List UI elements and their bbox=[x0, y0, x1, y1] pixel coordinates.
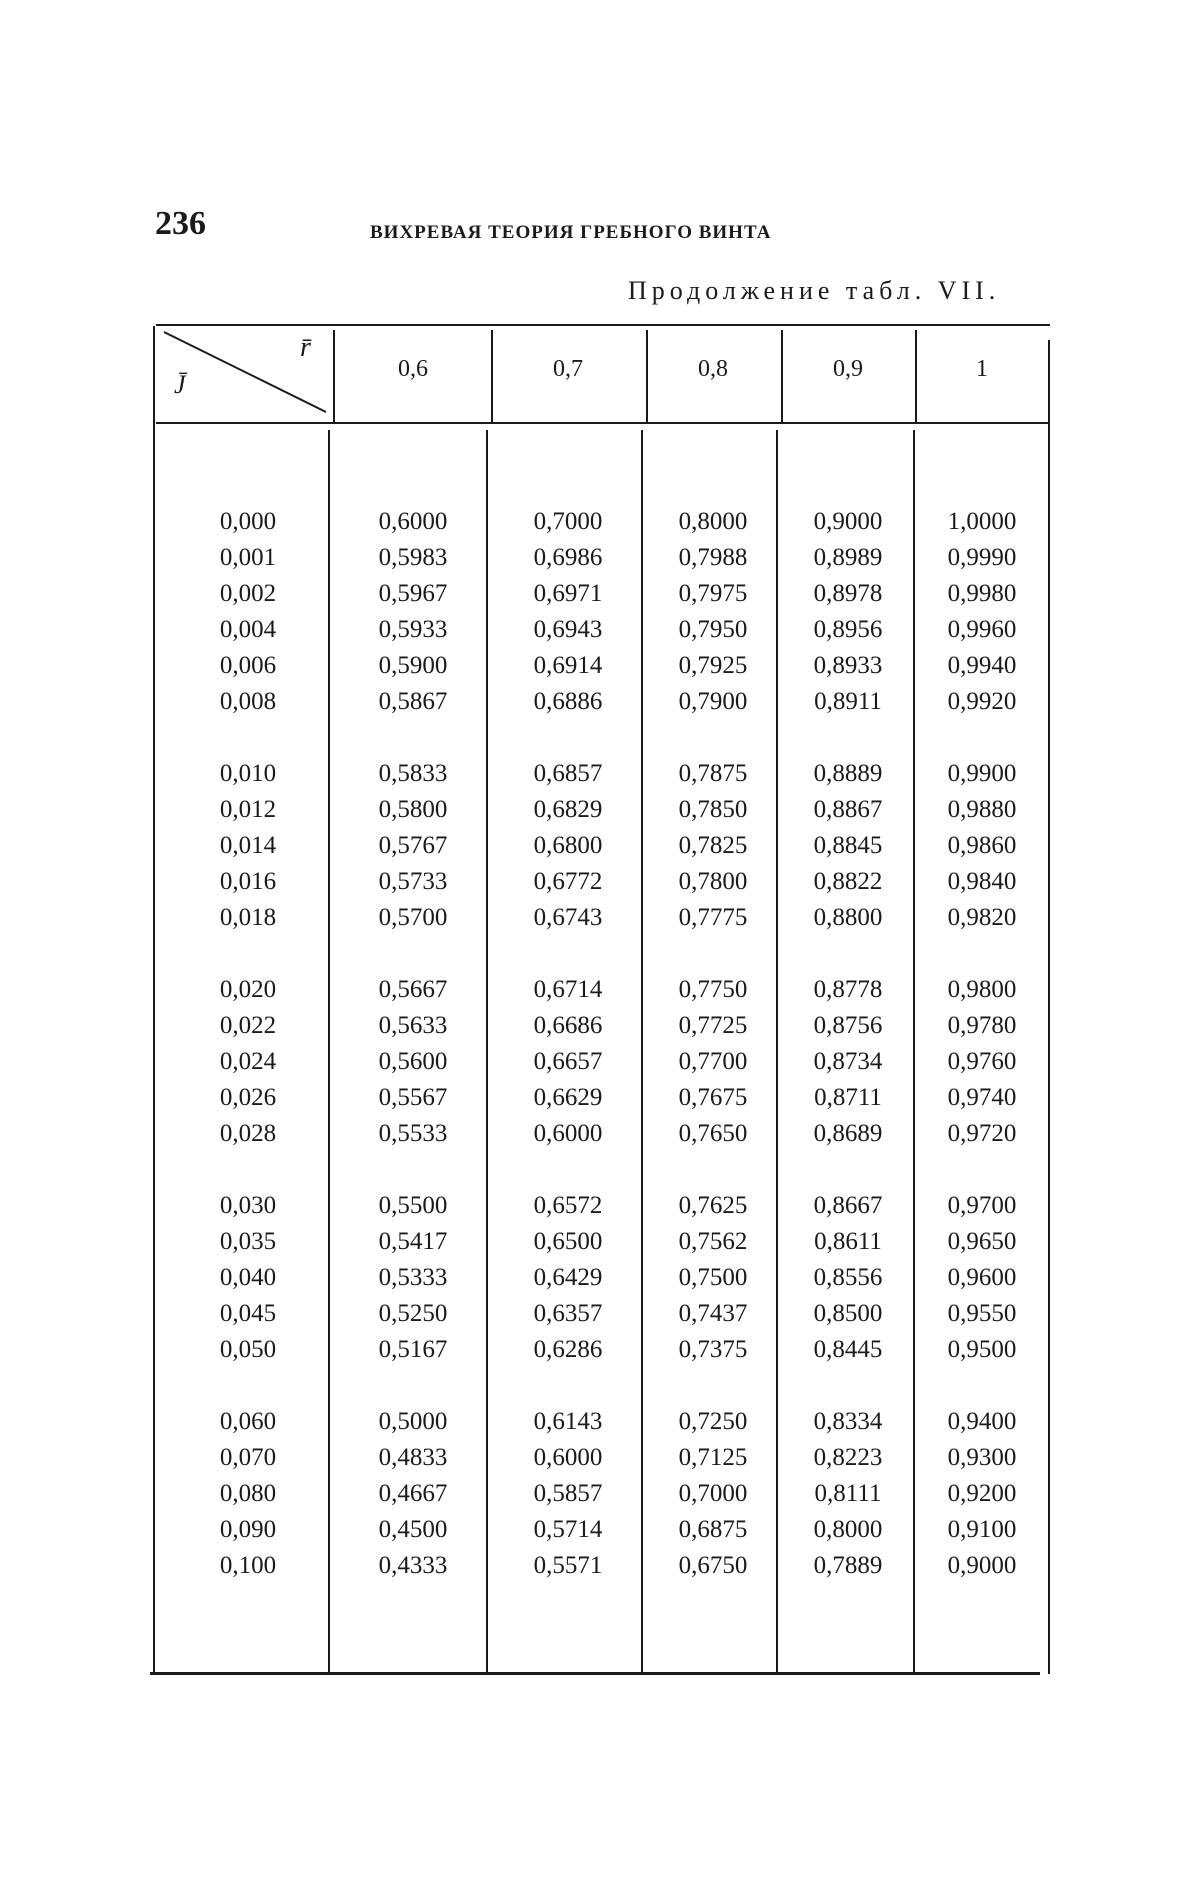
value-cell: 0,6986 bbox=[533, 544, 603, 571]
value-cell: 0,6286 bbox=[533, 1336, 603, 1363]
value-cell: 0,6914 bbox=[533, 652, 603, 679]
value-cell: 0,8889 bbox=[813, 760, 883, 787]
value-cell: 0,9000 bbox=[813, 508, 883, 535]
table-row bbox=[0, 796, 1200, 832]
value-cell: 0,5167 bbox=[378, 1336, 448, 1363]
table-continuation-caption: Продолжение табл. VII. bbox=[628, 276, 1001, 305]
value-cell: 0,7500 bbox=[678, 1264, 748, 1291]
value-cell: 0,5333 bbox=[378, 1264, 448, 1291]
row-label-cell: 0,030 bbox=[219, 1192, 277, 1219]
value-cell: 0,6143 bbox=[533, 1408, 603, 1435]
value-cell: 0,9100 bbox=[947, 1516, 1017, 1543]
table-row bbox=[0, 508, 1200, 544]
table-row bbox=[0, 1336, 1200, 1372]
value-cell: 0,5600 bbox=[378, 1048, 448, 1075]
value-cell: 0,9860 bbox=[947, 832, 1017, 859]
value-cell: 0,7825 bbox=[678, 832, 748, 859]
row-label-cell: 0,045 bbox=[219, 1300, 277, 1327]
value-cell: 0,7000 bbox=[678, 1480, 748, 1507]
table-row bbox=[0, 616, 1200, 652]
value-cell: 0,7988 bbox=[678, 544, 748, 571]
value-cell: 0,6000 bbox=[533, 1444, 603, 1471]
value-cell: 0,5700 bbox=[378, 904, 448, 931]
value-cell: 0,8689 bbox=[813, 1120, 883, 1147]
column-header: 0,6 bbox=[398, 356, 428, 382]
value-cell: 0,8000 bbox=[813, 1516, 883, 1543]
table-row bbox=[0, 868, 1200, 904]
bottom-rule bbox=[150, 1672, 1040, 1675]
value-cell: 0,9720 bbox=[947, 1120, 1017, 1147]
value-cell: 0,5533 bbox=[378, 1120, 448, 1147]
value-cell: 0,5800 bbox=[378, 796, 448, 823]
value-cell: 0,8989 bbox=[813, 544, 883, 571]
row-label-cell: 0,004 bbox=[219, 616, 277, 643]
value-cell: 0,7800 bbox=[678, 868, 748, 895]
value-cell: 0,8445 bbox=[813, 1336, 883, 1363]
value-cell: 0,4833 bbox=[378, 1444, 448, 1471]
table-row bbox=[0, 1480, 1200, 1516]
value-cell: 0,9760 bbox=[947, 1048, 1017, 1075]
value-cell: 0,4500 bbox=[378, 1516, 448, 1543]
value-cell: 0,5567 bbox=[378, 1084, 448, 1111]
value-cell: 0,5857 bbox=[533, 1480, 603, 1507]
value-cell: 0,9400 bbox=[947, 1408, 1017, 1435]
value-cell: 0,9940 bbox=[947, 652, 1017, 679]
row-variable-symbol: J̄ bbox=[174, 370, 186, 399]
value-cell: 0,7125 bbox=[678, 1444, 748, 1471]
value-cell: 0,8734 bbox=[813, 1048, 883, 1075]
value-cell: 0,5633 bbox=[378, 1012, 448, 1039]
table-row bbox=[0, 1552, 1200, 1588]
corner-header-cell bbox=[160, 328, 330, 414]
value-cell: 0,8778 bbox=[813, 976, 883, 1003]
value-cell: 0,6000 bbox=[378, 508, 448, 535]
value-cell: 0,5867 bbox=[378, 688, 448, 715]
value-cell: 0,7437 bbox=[678, 1300, 748, 1327]
top-rule bbox=[156, 324, 1050, 326]
row-label-cell: 0,016 bbox=[219, 868, 277, 895]
value-cell: 0,7625 bbox=[678, 1192, 748, 1219]
row-label-cell: 0,060 bbox=[219, 1408, 277, 1435]
value-cell: 0,8756 bbox=[813, 1012, 883, 1039]
value-cell: 0,9980 bbox=[947, 580, 1017, 607]
col-divider-4 bbox=[781, 330, 783, 422]
value-cell: 0,8334 bbox=[813, 1408, 883, 1435]
value-cell: 0,6000 bbox=[533, 1120, 603, 1147]
table-row bbox=[0, 1300, 1200, 1336]
value-cell: 0,8711 bbox=[814, 1084, 882, 1111]
table-row bbox=[0, 652, 1200, 688]
value-cell: 0,7889 bbox=[813, 1552, 883, 1579]
row-label-cell: 0,012 bbox=[219, 796, 277, 823]
value-cell: 0,8978 bbox=[813, 580, 883, 607]
value-cell: 0,4667 bbox=[378, 1480, 448, 1507]
value-cell: 0,5714 bbox=[533, 1516, 603, 1543]
row-label-cell: 0,090 bbox=[219, 1516, 277, 1543]
row-label-cell: 0,014 bbox=[219, 832, 277, 859]
value-cell: 0,5000 bbox=[378, 1408, 448, 1435]
value-cell: 0,6800 bbox=[533, 832, 603, 859]
value-cell: 0,9840 bbox=[947, 868, 1017, 895]
value-cell: 0,7675 bbox=[678, 1084, 748, 1111]
value-cell: 0,7725 bbox=[678, 1012, 748, 1039]
row-label-cell: 0,035 bbox=[219, 1228, 277, 1255]
column-header: 0,8 bbox=[698, 356, 728, 382]
row-label-cell: 0,008 bbox=[219, 688, 277, 715]
value-cell: 0,6357 bbox=[533, 1300, 603, 1327]
value-cell: 0,9800 bbox=[947, 976, 1017, 1003]
value-cell: 0,9960 bbox=[947, 616, 1017, 643]
value-cell: 0,5500 bbox=[378, 1192, 448, 1219]
row-label-cell: 0,001 bbox=[219, 544, 277, 571]
table-row bbox=[0, 1516, 1200, 1552]
value-cell: 0,9500 bbox=[947, 1336, 1017, 1363]
row-label-cell: 0,022 bbox=[219, 1012, 277, 1039]
value-cell: 0,5667 bbox=[378, 976, 448, 1003]
value-cell: 0,9900 bbox=[947, 760, 1017, 787]
col-divider-3 bbox=[646, 330, 648, 422]
value-cell: 0,9820 bbox=[947, 904, 1017, 931]
value-cell: 0,6629 bbox=[533, 1084, 603, 1111]
value-cell: 0,9920 bbox=[947, 688, 1017, 715]
table-row bbox=[0, 832, 1200, 868]
value-cell: 0,8845 bbox=[813, 832, 883, 859]
value-cell: 0,8000 bbox=[678, 508, 748, 535]
value-cell: 0,8933 bbox=[813, 652, 883, 679]
row-label-cell: 0,070 bbox=[219, 1444, 277, 1471]
row-label-cell: 0,026 bbox=[219, 1084, 277, 1111]
value-cell: 0,9990 bbox=[947, 544, 1017, 571]
value-cell: 0,6429 bbox=[533, 1264, 603, 1291]
value-cell: 0,6829 bbox=[533, 796, 603, 823]
table-row bbox=[0, 1192, 1200, 1228]
row-label-cell: 0,100 bbox=[219, 1552, 277, 1579]
value-cell: 0,7900 bbox=[678, 688, 748, 715]
table-row bbox=[0, 760, 1200, 796]
value-cell: 0,6657 bbox=[533, 1048, 603, 1075]
table-row bbox=[0, 1084, 1200, 1120]
value-cell: 0,8956 bbox=[813, 616, 883, 643]
value-cell: 0,7950 bbox=[678, 616, 748, 643]
value-cell: 0,7750 bbox=[678, 976, 748, 1003]
value-cell: 0,9880 bbox=[947, 796, 1017, 823]
value-cell: 1,0000 bbox=[947, 508, 1017, 535]
value-cell: 0,7375 bbox=[678, 1336, 748, 1363]
value-cell: 0,9740 bbox=[947, 1084, 1017, 1111]
value-cell: 0,9650 bbox=[947, 1228, 1017, 1255]
value-cell: 0,9200 bbox=[947, 1480, 1017, 1507]
value-cell: 0,6886 bbox=[533, 688, 603, 715]
value-cell: 0,6743 bbox=[533, 904, 603, 931]
col-divider-5 bbox=[915, 330, 917, 422]
col-divider-2 bbox=[491, 330, 493, 422]
value-cell: 0,5967 bbox=[378, 580, 448, 607]
header-rule bbox=[156, 422, 1050, 424]
column-header: 0,9 bbox=[833, 356, 863, 382]
value-cell: 0,6857 bbox=[533, 760, 603, 787]
value-cell: 0,5900 bbox=[378, 652, 448, 679]
value-cell: 0,5833 bbox=[378, 760, 448, 787]
table-row bbox=[0, 1012, 1200, 1048]
row-label-cell: 0,050 bbox=[219, 1336, 277, 1363]
table-row bbox=[0, 544, 1200, 580]
value-cell: 0,5767 bbox=[378, 832, 448, 859]
table-row bbox=[0, 1120, 1200, 1156]
value-cell: 0,7000 bbox=[533, 508, 603, 535]
table-row bbox=[0, 1408, 1200, 1444]
row-label-cell: 0,028 bbox=[219, 1120, 277, 1147]
value-cell: 0,8667 bbox=[813, 1192, 883, 1219]
value-cell: 0,9700 bbox=[947, 1192, 1017, 1219]
value-cell: 0,6875 bbox=[678, 1516, 748, 1543]
col-divider-1 bbox=[333, 330, 335, 422]
value-cell: 0,8911 bbox=[814, 688, 882, 715]
table-row bbox=[0, 1444, 1200, 1480]
row-label-cell: 0,020 bbox=[219, 976, 277, 1003]
value-cell: 0,8867 bbox=[813, 796, 883, 823]
value-cell: 0,7250 bbox=[678, 1408, 748, 1435]
value-cell: 0,9600 bbox=[947, 1264, 1017, 1291]
value-cell: 0,9550 bbox=[947, 1300, 1017, 1327]
value-cell: 0,5983 bbox=[378, 544, 448, 571]
value-cell: 0,6971 bbox=[533, 580, 603, 607]
table-row bbox=[0, 580, 1200, 616]
value-cell: 0,6772 bbox=[533, 868, 603, 895]
value-cell: 0,7650 bbox=[678, 1120, 748, 1147]
value-cell: 0,9000 bbox=[947, 1552, 1017, 1579]
row-label-cell: 0,000 bbox=[219, 508, 277, 535]
value-cell: 0,5571 bbox=[533, 1552, 603, 1579]
value-cell: 0,7875 bbox=[678, 760, 748, 787]
value-cell: 0,7925 bbox=[678, 652, 748, 679]
value-cell: 0,8611 bbox=[814, 1228, 882, 1255]
table-row bbox=[0, 1048, 1200, 1084]
row-label-cell: 0,024 bbox=[219, 1048, 277, 1075]
value-cell: 0,9780 bbox=[947, 1012, 1017, 1039]
value-cell: 0,6943 bbox=[533, 616, 603, 643]
column-header: 1 bbox=[976, 356, 988, 382]
value-cell: 0,5733 bbox=[378, 868, 448, 895]
value-cell: 0,7700 bbox=[678, 1048, 748, 1075]
value-cell: 0,7850 bbox=[678, 796, 748, 823]
value-cell: 0,8556 bbox=[813, 1264, 883, 1291]
row-label-cell: 0,040 bbox=[219, 1264, 277, 1291]
value-cell: 0,5933 bbox=[378, 616, 448, 643]
value-cell: 0,6500 bbox=[533, 1228, 603, 1255]
table-row bbox=[0, 1228, 1200, 1264]
table-row bbox=[0, 904, 1200, 940]
value-cell: 0,8822 bbox=[813, 868, 883, 895]
value-cell: 0,8111 bbox=[814, 1480, 882, 1507]
row-label-cell: 0,018 bbox=[219, 904, 277, 931]
value-cell: 0,5250 bbox=[378, 1300, 448, 1327]
value-cell: 0,5417 bbox=[378, 1228, 448, 1255]
page-number: 236 bbox=[155, 205, 206, 242]
row-label-cell: 0,010 bbox=[219, 760, 277, 787]
value-cell: 0,6714 bbox=[533, 976, 603, 1003]
value-cell: 0,6686 bbox=[533, 1012, 603, 1039]
value-cell: 0,9300 bbox=[947, 1444, 1017, 1471]
value-cell: 0,7975 bbox=[678, 580, 748, 607]
value-cell: 0,8500 bbox=[813, 1300, 883, 1327]
value-cell: 0,6750 bbox=[678, 1552, 748, 1579]
value-cell: 0,6572 bbox=[533, 1192, 603, 1219]
row-label-cell: 0,002 bbox=[219, 580, 277, 607]
value-cell: 0,8800 bbox=[813, 904, 883, 931]
table-row bbox=[0, 688, 1200, 724]
value-cell: 0,8223 bbox=[813, 1444, 883, 1471]
column-variable-symbol: r̄ bbox=[300, 332, 311, 363]
column-header: 0,7 bbox=[553, 356, 583, 382]
value-cell: 0,4333 bbox=[378, 1552, 448, 1579]
running-head: ВИХРЕВАЯ ТЕОРИЯ ГРЕБНОГО ВИНТА bbox=[370, 222, 772, 243]
value-cell: 0,7775 bbox=[678, 904, 748, 931]
table-row bbox=[0, 1264, 1200, 1300]
value-cell: 0,7562 bbox=[678, 1228, 748, 1255]
row-label-cell: 0,080 bbox=[219, 1480, 277, 1507]
row-label-cell: 0,006 bbox=[219, 652, 277, 679]
table-row bbox=[0, 976, 1200, 1012]
